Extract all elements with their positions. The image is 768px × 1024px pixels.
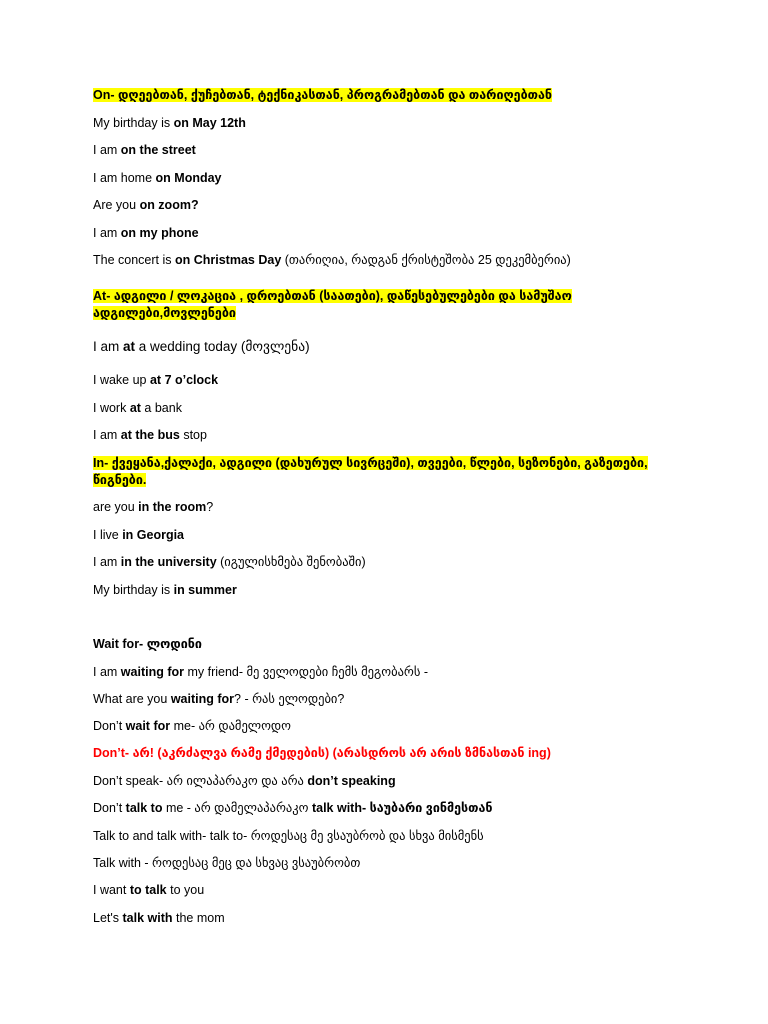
line-bold: in the university [120, 555, 217, 569]
line-bold: talk with- საუბარი ვინმესთან [311, 801, 493, 815]
in-example-line [93, 499, 213, 515]
dont-example-line [93, 910, 225, 926]
line-text: (იგულისხმება შენობაში) [216, 555, 366, 569]
line-text: I am [93, 339, 124, 354]
dont-example-line [93, 855, 360, 871]
line-bold: at 7 o’clock [149, 373, 219, 387]
line-bold: to talk [129, 883, 167, 897]
line-bold: talk with [122, 911, 173, 925]
line-text: Let's [93, 911, 123, 925]
line-bold: waiting for [120, 665, 184, 679]
line-text: the mom [172, 911, 225, 925]
line-text: Talk to and talk with- talk to- როდესაც მე ვსაუბრობ და სხვა მისმენს [93, 829, 484, 843]
on-example-line [93, 115, 246, 131]
wait-example-line [93, 691, 344, 707]
dont-section-header: Don’t- არ! (აკრძალვა რამე ქმედების) (არასდროს არ არის ზმნასთან ing) [93, 746, 551, 760]
line-text: I am [93, 665, 121, 679]
wait-example-line [93, 664, 428, 680]
line-text: I want [93, 883, 130, 897]
line-text: my friend- მე ველოდები ჩემს მეგობარს - [184, 665, 429, 679]
line-text: me - არ დამელაპარაკო [162, 801, 312, 815]
on-example-line [93, 197, 199, 213]
on-example-line [93, 142, 196, 158]
line-text: ? - რას ელოდები? [234, 692, 345, 706]
line-bold: in summer [173, 583, 237, 597]
in-section-header [93, 455, 673, 489]
line-bold: don’t speaking [307, 774, 396, 788]
line-bold: wait for [125, 719, 171, 733]
line-bold: on my phone [120, 226, 199, 240]
line-text: What are you [93, 692, 171, 706]
line-bold: on zoom? [139, 198, 199, 212]
line-text: ? [206, 500, 214, 514]
dont-example-line [93, 882, 204, 898]
line-text: I wake up [93, 373, 150, 387]
line-text: a bank [140, 401, 182, 415]
at-header-highlight: At- ადგილი / ლოკაცია , დროებთან (საათები), დაწესებულებები და სამუშაო ადგილები,მოვლენები [93, 289, 572, 320]
line-bold: on May 12th [173, 116, 246, 130]
on-example-line [93, 225, 199, 241]
line-text: I am [93, 143, 121, 157]
at-example-line [93, 400, 182, 416]
wait-example-line [93, 718, 291, 734]
in-example-line [93, 554, 366, 570]
in-example-line [93, 527, 184, 543]
line-text: (თარიღია, რადგან ქრისტეშობა 25 დეკემბერია) [281, 253, 571, 267]
line-bold: in Georgia [122, 528, 185, 542]
on-section-header [93, 87, 552, 103]
line-bold: on the street [120, 143, 196, 157]
at-section-header [93, 288, 673, 322]
on-example-line [93, 252, 571, 268]
line-text: I am home [93, 171, 156, 185]
dont-example-line [93, 773, 396, 789]
line-text: to you [166, 883, 205, 897]
line-text: I am [93, 226, 121, 240]
line-text: I live [93, 528, 123, 542]
line-text: me- არ დამელოდო [170, 719, 291, 733]
line-text: My birthday is [93, 583, 174, 597]
line-text: My birthday is [93, 116, 174, 130]
in-header-highlight: In- ქვეყანა,ქალაქი, ადგილი (დახურულ სივრცეში), თვეები, წლები, სეზონები, გაზეთები, წიგნები. [93, 456, 648, 487]
line-bold: at [123, 339, 136, 354]
on-header-highlight: On- დღეებთან, ქუჩებთან, ტექნიკასთან, პროგრამებთან და თარიღებთან [93, 88, 553, 102]
line-bold: in the room [138, 500, 207, 514]
dont-example-line [93, 800, 493, 816]
line-bold: on Monday [155, 171, 222, 185]
line-text: Don’t [93, 719, 126, 733]
in-example-line [93, 582, 237, 598]
line-text: I work [93, 401, 130, 415]
line-bold: at the bus [120, 428, 180, 442]
line-text: Talk with - როდესაც მეც და სხვაც ვსაუბრობთ [93, 856, 361, 870]
line-bold: at [129, 401, 141, 415]
line-text: a wedding today (მოვლენა) [135, 339, 310, 354]
line-text: Don’t [93, 801, 126, 815]
line-bold: waiting for [170, 692, 235, 706]
wait-section-header: Wait for- ლოდინი [93, 637, 202, 651]
line-text: are you [93, 500, 139, 514]
dont-example-line [93, 828, 484, 844]
line-text: stop [179, 428, 207, 442]
line-bold: on Christmas Day [174, 253, 282, 267]
line-bold: talk to [125, 801, 163, 815]
at-example-line [93, 339, 310, 355]
line-text: I am [93, 555, 121, 569]
at-example-line [93, 372, 218, 388]
at-example-line [93, 427, 207, 443]
line-text: Are you [93, 198, 140, 212]
line-text: Don’t speak- არ ილაპარაკო და არა [93, 774, 308, 788]
on-example-line [93, 170, 222, 186]
line-text: I am [93, 428, 121, 442]
line-text: The concert is [93, 253, 175, 267]
